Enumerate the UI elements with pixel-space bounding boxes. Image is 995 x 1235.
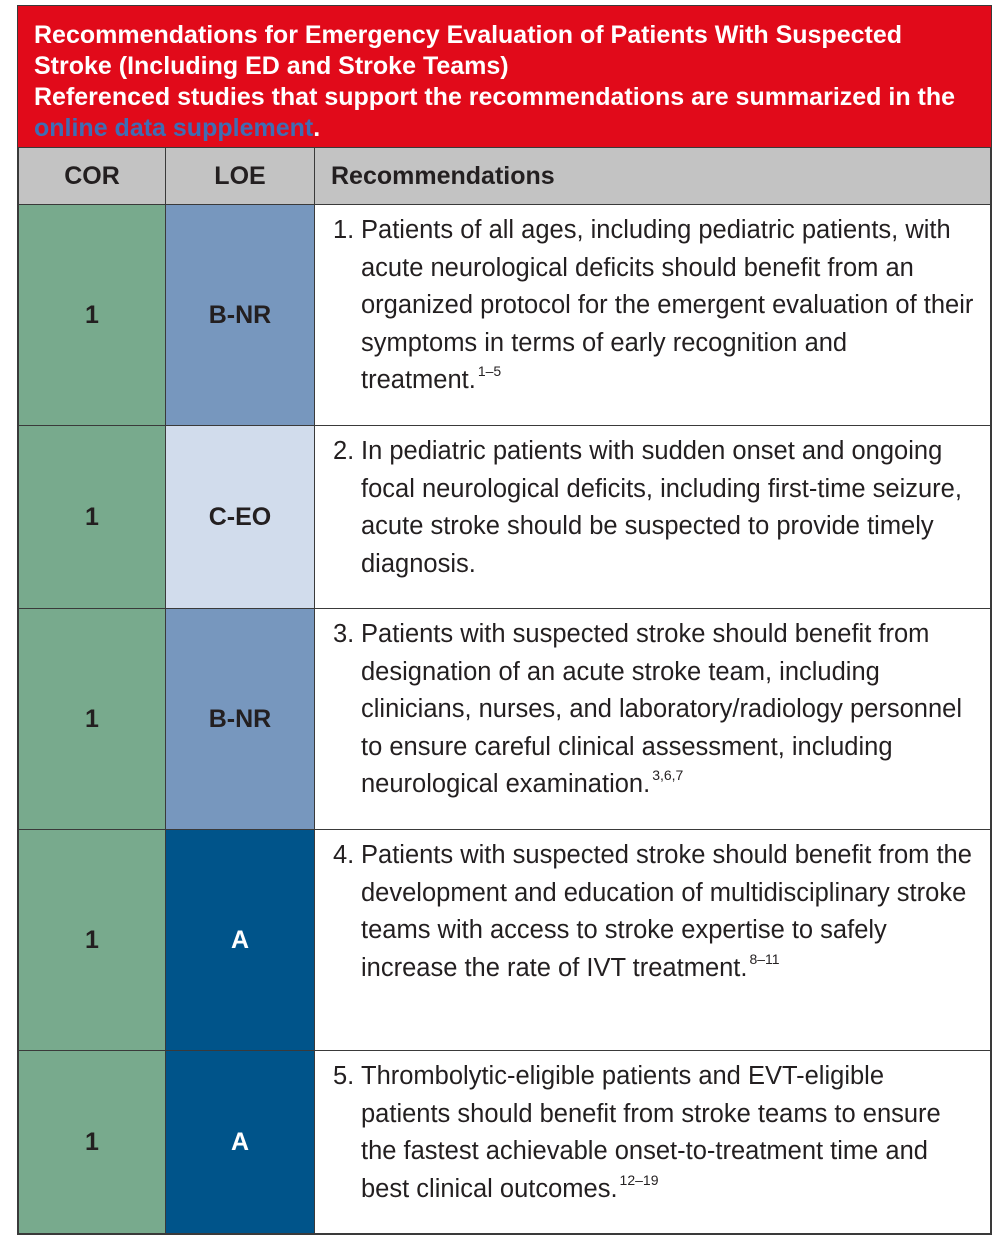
recommendation-body: Patients with suspected stroke should benefit from the development and education of multidisciplinary stroke teams with access to stroke expertise to safely increase the rate of IVT treatment. (361, 841, 972, 982)
recommendations-table-container (17, 5, 992, 1235)
recommendation-number: 1. (333, 216, 355, 244)
recommendation-cell (315, 1051, 991, 1234)
recommendation-text (361, 433, 976, 583)
table-title: Recommendations for Emergency Evaluation of Patients With Suspected Stroke (Including ED and Stroke Teams) (34, 21, 903, 80)
table-row (19, 1051, 991, 1234)
header-row (19, 148, 991, 205)
loe-cell: A (166, 830, 315, 1051)
table-row (19, 609, 991, 830)
loe-cell: B-NR (166, 609, 315, 830)
recommendation-body: In pediatric patients with sudden onset and ongoing focal neurological deficits, including first-time seizure, acute stroke should be suspected to provide timely diagnosis. (361, 437, 962, 578)
recommendations-table (18, 147, 991, 1234)
table-subtitle (34, 82, 975, 144)
reference-superscript: 3,6,7 (652, 767, 684, 783)
online-data-supplement-link[interactable]: online data supplement (34, 114, 314, 142)
loe-cell: A (166, 1051, 315, 1234)
cor-cell: 1 (19, 609, 166, 830)
recommendation-cell (315, 205, 991, 426)
subtitle-text: Referenced studies that support the recommendations are summarized in the (34, 83, 956, 111)
recommendation-text (361, 616, 976, 804)
recommendation-cell (315, 830, 991, 1051)
recommendation-cell (315, 609, 991, 830)
recommendation-text (361, 837, 976, 987)
table-title-banner (18, 6, 991, 147)
recommendation-number: 4. (333, 841, 355, 869)
loe-cell: B-NR (166, 205, 315, 426)
cor-cell: 1 (19, 426, 166, 609)
header-cor: COR (19, 148, 166, 205)
recommendation-number: 5. (333, 1062, 355, 1090)
cor-cell: 1 (19, 830, 166, 1051)
reference-superscript: 12–19 (619, 1171, 659, 1188)
cor-cell: 1 (19, 1051, 166, 1234)
recommendation-text (361, 212, 976, 400)
recommendation-number: 3. (333, 620, 355, 648)
header-recommendations: Recommendations (315, 148, 991, 205)
recommendation-text (361, 1058, 976, 1208)
table-row (19, 205, 991, 426)
table-row (19, 830, 991, 1051)
reference-superscript: 8–11 (749, 950, 780, 967)
recommendation-body: Patients with suspected stroke should benefit from designation of an acute stroke team, including clinicians, nurses, and laboratory/radiology personnel to ensure careful clinical assessment, including neurological examination. (361, 620, 963, 798)
recommendation-body: Thrombolytic-eligible patients and EVT-eligible patients should benefit from stroke teams to ensure the fastest achievable onset-to-treatment time and best clinical outcomes. (361, 1062, 941, 1203)
table-row (19, 426, 991, 609)
recommendation-body: Patients of all ages, including pediatric patients, with acute neurological deficits should benefit from an organized protocol for the emergent evaluation of their symptoms in terms of early recognition and treatment. (361, 216, 974, 394)
cor-cell: 1 (19, 205, 166, 426)
subtitle-end: . (313, 114, 321, 142)
loe-cell: C-EO (166, 426, 315, 609)
recommendation-cell (315, 426, 991, 609)
recommendation-number: 2. (333, 437, 355, 465)
reference-superscript: 1–5 (477, 363, 502, 379)
header-loe: LOE (166, 148, 315, 205)
